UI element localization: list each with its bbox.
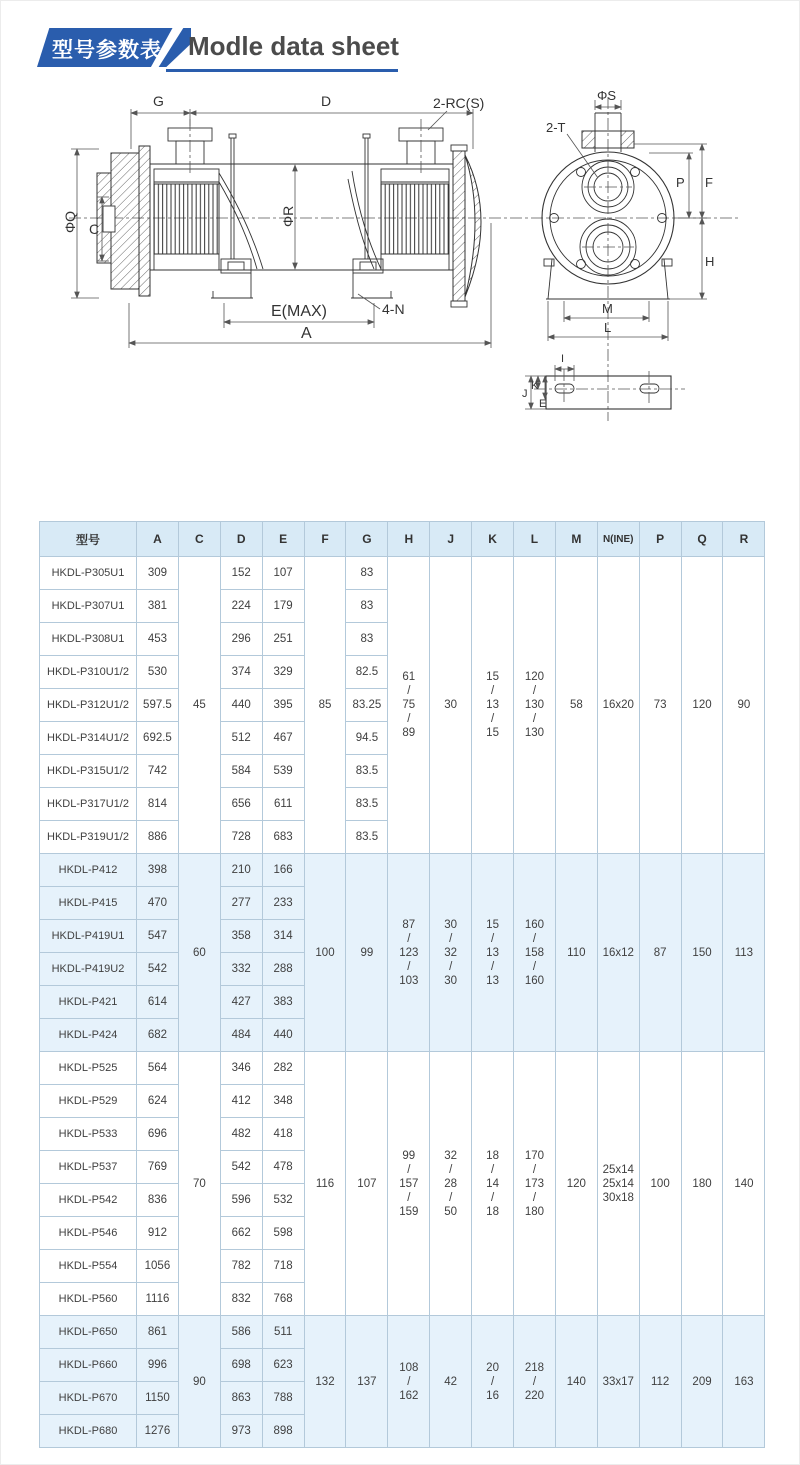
table-cell: 768 — [262, 1283, 304, 1316]
cell-line: 13 — [486, 699, 499, 711]
table-cell: 973 — [220, 1415, 262, 1448]
table-cell: 374 — [220, 656, 262, 689]
table-cell: 698 — [220, 1349, 262, 1382]
table-cell: 348 — [262, 1085, 304, 1118]
table-cell: 769 — [137, 1151, 179, 1184]
cell-line: / — [490, 1163, 495, 1176]
column-header: F — [304, 522, 346, 557]
column-header: N(INE) — [597, 522, 639, 557]
cell-line: 18 — [486, 1149, 499, 1162]
cell-line: 30 — [444, 918, 458, 931]
merged-cell: 209 — [681, 1316, 723, 1448]
merged-cell — [430, 1316, 472, 1448]
table-cell: 251 — [262, 623, 304, 656]
merged-cell: 100 — [304, 854, 346, 1052]
dim-label-f: F — [705, 175, 713, 190]
dim-label-p: P — [676, 175, 685, 190]
model-cell: HKDL-P308U1 — [40, 623, 137, 656]
table-cell: 484 — [220, 1019, 262, 1052]
table-cell: 233 — [262, 887, 304, 920]
cell-line: / — [490, 1375, 495, 1388]
merged-cell — [514, 557, 556, 854]
merged-cell — [472, 1052, 514, 1316]
merged-cell — [597, 1052, 639, 1316]
cell-line: / — [407, 713, 411, 725]
table-cell: 692.5 — [137, 722, 179, 755]
cell-line: 28 — [444, 1177, 458, 1190]
model-cell: HKDL-P310U1/2 — [40, 656, 137, 689]
merged-cell — [388, 1316, 430, 1448]
cell-line: 50 — [444, 1205, 458, 1218]
cell-line: 30x18 — [602, 1191, 634, 1204]
technical-drawing — [1, 86, 800, 446]
merged-cell: 99 — [346, 854, 388, 1052]
cell-line: 157 — [399, 1177, 419, 1190]
dim-label-c: C — [89, 221, 100, 237]
merged-cell: 87 — [639, 854, 681, 1052]
title-badge — [37, 28, 191, 67]
cell-line: / — [532, 1191, 537, 1204]
merged-cell — [597, 1316, 639, 1448]
table-cell: 742 — [137, 755, 179, 788]
cell-line: / — [490, 685, 495, 697]
cell-line: 123 — [399, 946, 419, 959]
cell-line: / — [407, 1375, 411, 1388]
merged-cell — [514, 1316, 556, 1448]
merged-cell: 180 — [681, 1052, 723, 1316]
merged-cell — [514, 854, 556, 1052]
merged-cell — [430, 854, 472, 1052]
model-data-table — [39, 521, 765, 1448]
table-cell: 288 — [262, 953, 304, 986]
column-header: M — [555, 522, 597, 557]
dim-label-g: G — [153, 93, 164, 109]
cell-line: / — [449, 932, 453, 945]
cell-line: 61 — [402, 671, 416, 683]
table-cell: 832 — [220, 1283, 262, 1316]
merged-cell: 120 — [681, 557, 723, 854]
merged-cell — [472, 557, 514, 854]
cell-line: / — [532, 1163, 537, 1176]
merged-cell — [472, 1316, 514, 1448]
merged-cell: 140 — [555, 1316, 597, 1448]
model-cell: HKDL-P419U1 — [40, 920, 137, 953]
table-cell: 584 — [220, 755, 262, 788]
table-cell: 682 — [137, 1019, 179, 1052]
cell-line: 108 — [399, 1361, 419, 1374]
table-cell: 788 — [262, 1382, 304, 1415]
dim-label-h: H — [705, 254, 715, 269]
merged-cell — [597, 557, 639, 854]
table-cell: 912 — [137, 1217, 179, 1250]
cell-line: 159 — [399, 1205, 419, 1218]
merged-cell — [388, 1052, 430, 1316]
cell-line: / — [532, 932, 537, 945]
table-cell: 814 — [137, 788, 179, 821]
cell-line: / — [407, 1163, 411, 1176]
table-cell: 564 — [137, 1052, 179, 1085]
cell-line: 18 — [486, 1205, 499, 1218]
dim-label-rc: 2-RC(S) — [433, 95, 485, 111]
dim-label-a: A — [301, 325, 312, 342]
table-cell: 511 — [262, 1316, 304, 1349]
cell-line: 130 — [524, 699, 545, 711]
table-row — [40, 854, 765, 887]
model-cell: HKDL-P319U1/2 — [40, 821, 137, 854]
model-cell: HKDL-P314U1/2 — [40, 722, 137, 755]
merged-cell: 132 — [304, 1316, 346, 1448]
table-cell: 224 — [220, 590, 262, 623]
table-cell: 381 — [137, 590, 179, 623]
dim-label-2t: 2-T — [546, 120, 566, 135]
table-cell: 440 — [220, 689, 262, 722]
model-cell: HKDL-P533 — [40, 1118, 137, 1151]
model-cell: HKDL-P424 — [40, 1019, 137, 1052]
table-cell: 547 — [137, 920, 179, 953]
model-cell: HKDL-P305U1 — [40, 557, 137, 590]
table-cell: 598 — [262, 1217, 304, 1250]
model-cell: HKDL-P415 — [40, 887, 137, 920]
cell-line: 15 — [486, 918, 499, 931]
merged-cell — [597, 854, 639, 1052]
table-cell: 332 — [220, 953, 262, 986]
model-cell: HKDL-P412 — [40, 854, 137, 887]
end-view — [534, 97, 685, 421]
model-cell: HKDL-P317U1/2 — [40, 788, 137, 821]
table-cell: 624 — [137, 1085, 179, 1118]
table-cell: 728 — [220, 821, 262, 854]
cell-line: / — [449, 1163, 453, 1176]
table-cell: 1116 — [137, 1283, 179, 1316]
cell-line: 15 — [486, 727, 499, 739]
table-cell: 512 — [220, 722, 262, 755]
right-nozzle — [399, 119, 443, 175]
model-cell: HKDL-P542 — [40, 1184, 137, 1217]
cell-line: 25x14 — [602, 1163, 634, 1176]
table-cell: 467 — [262, 722, 304, 755]
table-row — [40, 557, 765, 590]
table-cell: 83.5 — [346, 755, 388, 788]
table-cell: 782 — [220, 1250, 262, 1283]
table-cell: 282 — [262, 1052, 304, 1085]
model-cell: HKDL-P315U1/2 — [40, 755, 137, 788]
cell-line: 218 — [524, 1361, 545, 1374]
column-header: D — [220, 522, 262, 557]
cell-line: 13 — [486, 974, 499, 987]
cell-line: 16x12 — [602, 946, 634, 959]
table-cell: 152 — [220, 557, 262, 590]
table-cell: 83.5 — [346, 788, 388, 821]
model-cell: HKDL-P650 — [40, 1316, 137, 1349]
merged-cell: 60 — [178, 854, 220, 1052]
column-header: J — [430, 522, 472, 557]
model-cell: HKDL-P312U1/2 — [40, 689, 137, 722]
cell-line: 99 — [402, 1149, 416, 1162]
table-cell: 440 — [262, 1019, 304, 1052]
cell-line: / — [407, 1191, 411, 1204]
merged-cell — [472, 854, 514, 1052]
table-cell: 1150 — [137, 1382, 179, 1415]
cell-line: 25x14 — [602, 1177, 634, 1190]
table-row — [40, 1316, 765, 1349]
cell-line: 33x17 — [602, 1375, 634, 1388]
table-cell: 886 — [137, 821, 179, 854]
table-cell: 358 — [220, 920, 262, 953]
page-title: Modle data sheet — [188, 31, 399, 61]
merged-cell — [514, 1052, 556, 1316]
table-cell: 82.5 — [346, 656, 388, 689]
table-cell: 314 — [262, 920, 304, 953]
cell-line: 20 — [486, 1361, 499, 1374]
cell-line: 30 — [444, 974, 458, 987]
column-header: R — [723, 522, 765, 557]
table-cell: 532 — [262, 1184, 304, 1217]
table-cell: 412 — [220, 1085, 262, 1118]
cell-line: 87 — [402, 918, 416, 931]
column-header: E — [262, 522, 304, 557]
cell-line: 170 — [524, 1149, 545, 1162]
table-cell: 1056 — [137, 1250, 179, 1283]
merged-cell: 58 — [555, 557, 597, 854]
merged-cell: 73 — [639, 557, 681, 854]
model-cell: HKDL-P307U1 — [40, 590, 137, 623]
table-cell: 597.5 — [137, 689, 179, 722]
cell-line: / — [407, 932, 411, 945]
column-header: A — [137, 522, 179, 557]
title-underline — [166, 69, 398, 72]
cell-line: 32 — [444, 1149, 458, 1162]
cell-line: / — [407, 960, 411, 973]
merged-cell: 137 — [346, 1316, 388, 1448]
table-cell: 83 — [346, 557, 388, 590]
table-cell: 398 — [137, 854, 179, 887]
dim-label-4n: 4-N — [382, 301, 405, 317]
merged-cell — [388, 854, 430, 1052]
column-header: K — [472, 522, 514, 557]
cell-line: / — [490, 1191, 495, 1204]
page-header — [1, 1, 800, 81]
table-cell: 696 — [137, 1118, 179, 1151]
mounting-feet — [211, 259, 393, 298]
cell-line: / — [449, 1191, 453, 1204]
table-cell: 470 — [137, 887, 179, 920]
cell-line: 32 — [444, 946, 458, 959]
model-cell: HKDL-P560 — [40, 1283, 137, 1316]
cell-line: / — [532, 960, 537, 973]
table-cell: 395 — [262, 689, 304, 722]
end-view-dimensions — [522, 88, 714, 410]
cell-line: 180 — [524, 1205, 545, 1218]
cell-line: 173 — [524, 1177, 545, 1190]
table-cell: 309 — [137, 557, 179, 590]
table-cell: 539 — [262, 755, 304, 788]
table-cell: 996 — [137, 1349, 179, 1382]
table-head — [40, 522, 765, 557]
merged-cell — [388, 557, 430, 854]
table-body — [40, 557, 765, 1448]
table-header-row — [40, 522, 765, 557]
merged-cell: 100 — [639, 1052, 681, 1316]
merged-cell: 116 — [304, 1052, 346, 1316]
merged-cell: 107 — [346, 1052, 388, 1316]
table-cell: 179 — [262, 590, 304, 623]
table-cell: 530 — [137, 656, 179, 689]
merged-cell: 110 — [555, 854, 597, 1052]
table-cell: 863 — [220, 1382, 262, 1415]
cell-line: 89 — [402, 727, 416, 739]
table-cell: 614 — [137, 986, 179, 1019]
table-cell: 83 — [346, 590, 388, 623]
dim-label-i: I — [561, 353, 565, 365]
left-nozzle — [168, 119, 212, 175]
table-cell: 383 — [262, 986, 304, 1019]
cell-line: 15 — [486, 671, 499, 683]
cell-line: 16 — [486, 1389, 499, 1402]
table-cell: 1276 — [137, 1415, 179, 1448]
dim-label-e: E — [539, 398, 547, 410]
column-header: C — [178, 522, 220, 557]
table-cell: 898 — [262, 1415, 304, 1448]
merged-cell — [430, 1052, 472, 1316]
table-cell: 478 — [262, 1151, 304, 1184]
table-cell: 418 — [262, 1118, 304, 1151]
column-header: P — [639, 522, 681, 557]
table-row — [40, 1052, 765, 1085]
table-cell: 210 — [220, 854, 262, 887]
table-cell: 542 — [137, 953, 179, 986]
table-cell: 94.5 — [346, 722, 388, 755]
dim-label-m: M — [602, 301, 613, 316]
column-header: G — [346, 522, 388, 557]
cell-line: 130 — [524, 727, 545, 739]
table-cell: 718 — [262, 1250, 304, 1283]
model-cell: HKDL-P537 — [40, 1151, 137, 1184]
model-cell: HKDL-P546 — [40, 1217, 137, 1250]
cell-line: / — [449, 960, 453, 973]
merged-cell: 163 — [723, 1316, 765, 1448]
column-header: H — [388, 522, 430, 557]
cell-line: / — [532, 1375, 537, 1388]
table-cell: 482 — [220, 1118, 262, 1151]
model-cell: HKDL-P525 — [40, 1052, 137, 1085]
dim-label-phi-s: ΦS — [597, 88, 617, 103]
cell-line: 13 — [486, 946, 499, 959]
model-cell: HKDL-P529 — [40, 1085, 137, 1118]
merged-cell: 150 — [681, 854, 723, 1052]
cell-line: 220 — [524, 1389, 545, 1402]
table-cell: 166 — [262, 854, 304, 887]
cell-line: 75 — [402, 699, 416, 711]
table-cell: 586 — [220, 1316, 262, 1349]
table-cell: 83 — [346, 623, 388, 656]
column-header: 型号 — [40, 522, 137, 557]
merged-cell: 112 — [639, 1316, 681, 1448]
table-cell: 683 — [262, 821, 304, 854]
merged-cell: 113 — [723, 854, 765, 1052]
cell-line: 162 — [399, 1389, 419, 1402]
table-cell: 453 — [137, 623, 179, 656]
table-cell: 836 — [137, 1184, 179, 1217]
cell-line: / — [490, 713, 495, 725]
merged-cell: 90 — [178, 1316, 220, 1448]
cell-line: / — [532, 685, 537, 697]
merged-cell — [430, 557, 472, 854]
cell-line: 120 — [524, 671, 545, 683]
table-cell: 346 — [220, 1052, 262, 1085]
dim-label-d: D — [321, 93, 332, 109]
cell-line: 42 — [444, 1375, 458, 1388]
table-cell: 296 — [220, 623, 262, 656]
table-cell: 611 — [262, 788, 304, 821]
badge-label: 型号参数表 — [52, 39, 162, 62]
model-cell: HKDL-P421 — [40, 986, 137, 1019]
cell-line: 103 — [399, 974, 419, 987]
table-cell: 329 — [262, 656, 304, 689]
model-cell: HKDL-P660 — [40, 1349, 137, 1382]
dim-label-l: L — [604, 320, 612, 335]
merged-cell: 70 — [178, 1052, 220, 1316]
table-cell: 623 — [262, 1349, 304, 1382]
cell-line: / — [407, 685, 411, 697]
merged-cell: 85 — [304, 557, 346, 854]
dim-label-phi-r: ΦR — [280, 205, 296, 227]
cell-line: / — [532, 713, 537, 725]
table-cell: 83.5 — [346, 821, 388, 854]
dim-label-phi-q: ΦQ — [62, 210, 78, 233]
model-cell: HKDL-P554 — [40, 1250, 137, 1283]
dim-label-e-max: E(MAX) — [271, 303, 327, 320]
table-cell: 656 — [220, 788, 262, 821]
merged-cell: 120 — [555, 1052, 597, 1316]
column-header: Q — [681, 522, 723, 557]
cell-line: 30 — [444, 699, 458, 711]
cell-line: 158 — [524, 946, 545, 959]
cell-line: / — [490, 932, 495, 945]
cell-line: / — [490, 960, 495, 973]
model-cell: HKDL-P670 — [40, 1382, 137, 1415]
table-cell: 542 — [220, 1151, 262, 1184]
model-cell: HKDL-P419U2 — [40, 953, 137, 986]
table-cell: 107 — [262, 557, 304, 590]
table-cell: 83.25 — [346, 689, 388, 722]
table-cell: 277 — [220, 887, 262, 920]
table-cell: 861 — [137, 1316, 179, 1349]
merged-cell: 90 — [723, 557, 765, 854]
table-cell: 427 — [220, 986, 262, 1019]
table-cell: 596 — [220, 1184, 262, 1217]
merged-cell: 140 — [723, 1052, 765, 1316]
dim-label-j: J — [522, 388, 528, 400]
cell-line: 160 — [524, 974, 545, 987]
column-header: L — [514, 522, 556, 557]
table-cell: 662 — [220, 1217, 262, 1250]
cell-line: 16x20 — [602, 699, 634, 711]
cell-line: 14 — [486, 1177, 499, 1190]
dim-label-k: K — [531, 380, 539, 392]
model-cell: HKDL-P680 — [40, 1415, 137, 1448]
merged-cell: 45 — [178, 557, 220, 854]
cell-line: 160 — [524, 918, 545, 931]
